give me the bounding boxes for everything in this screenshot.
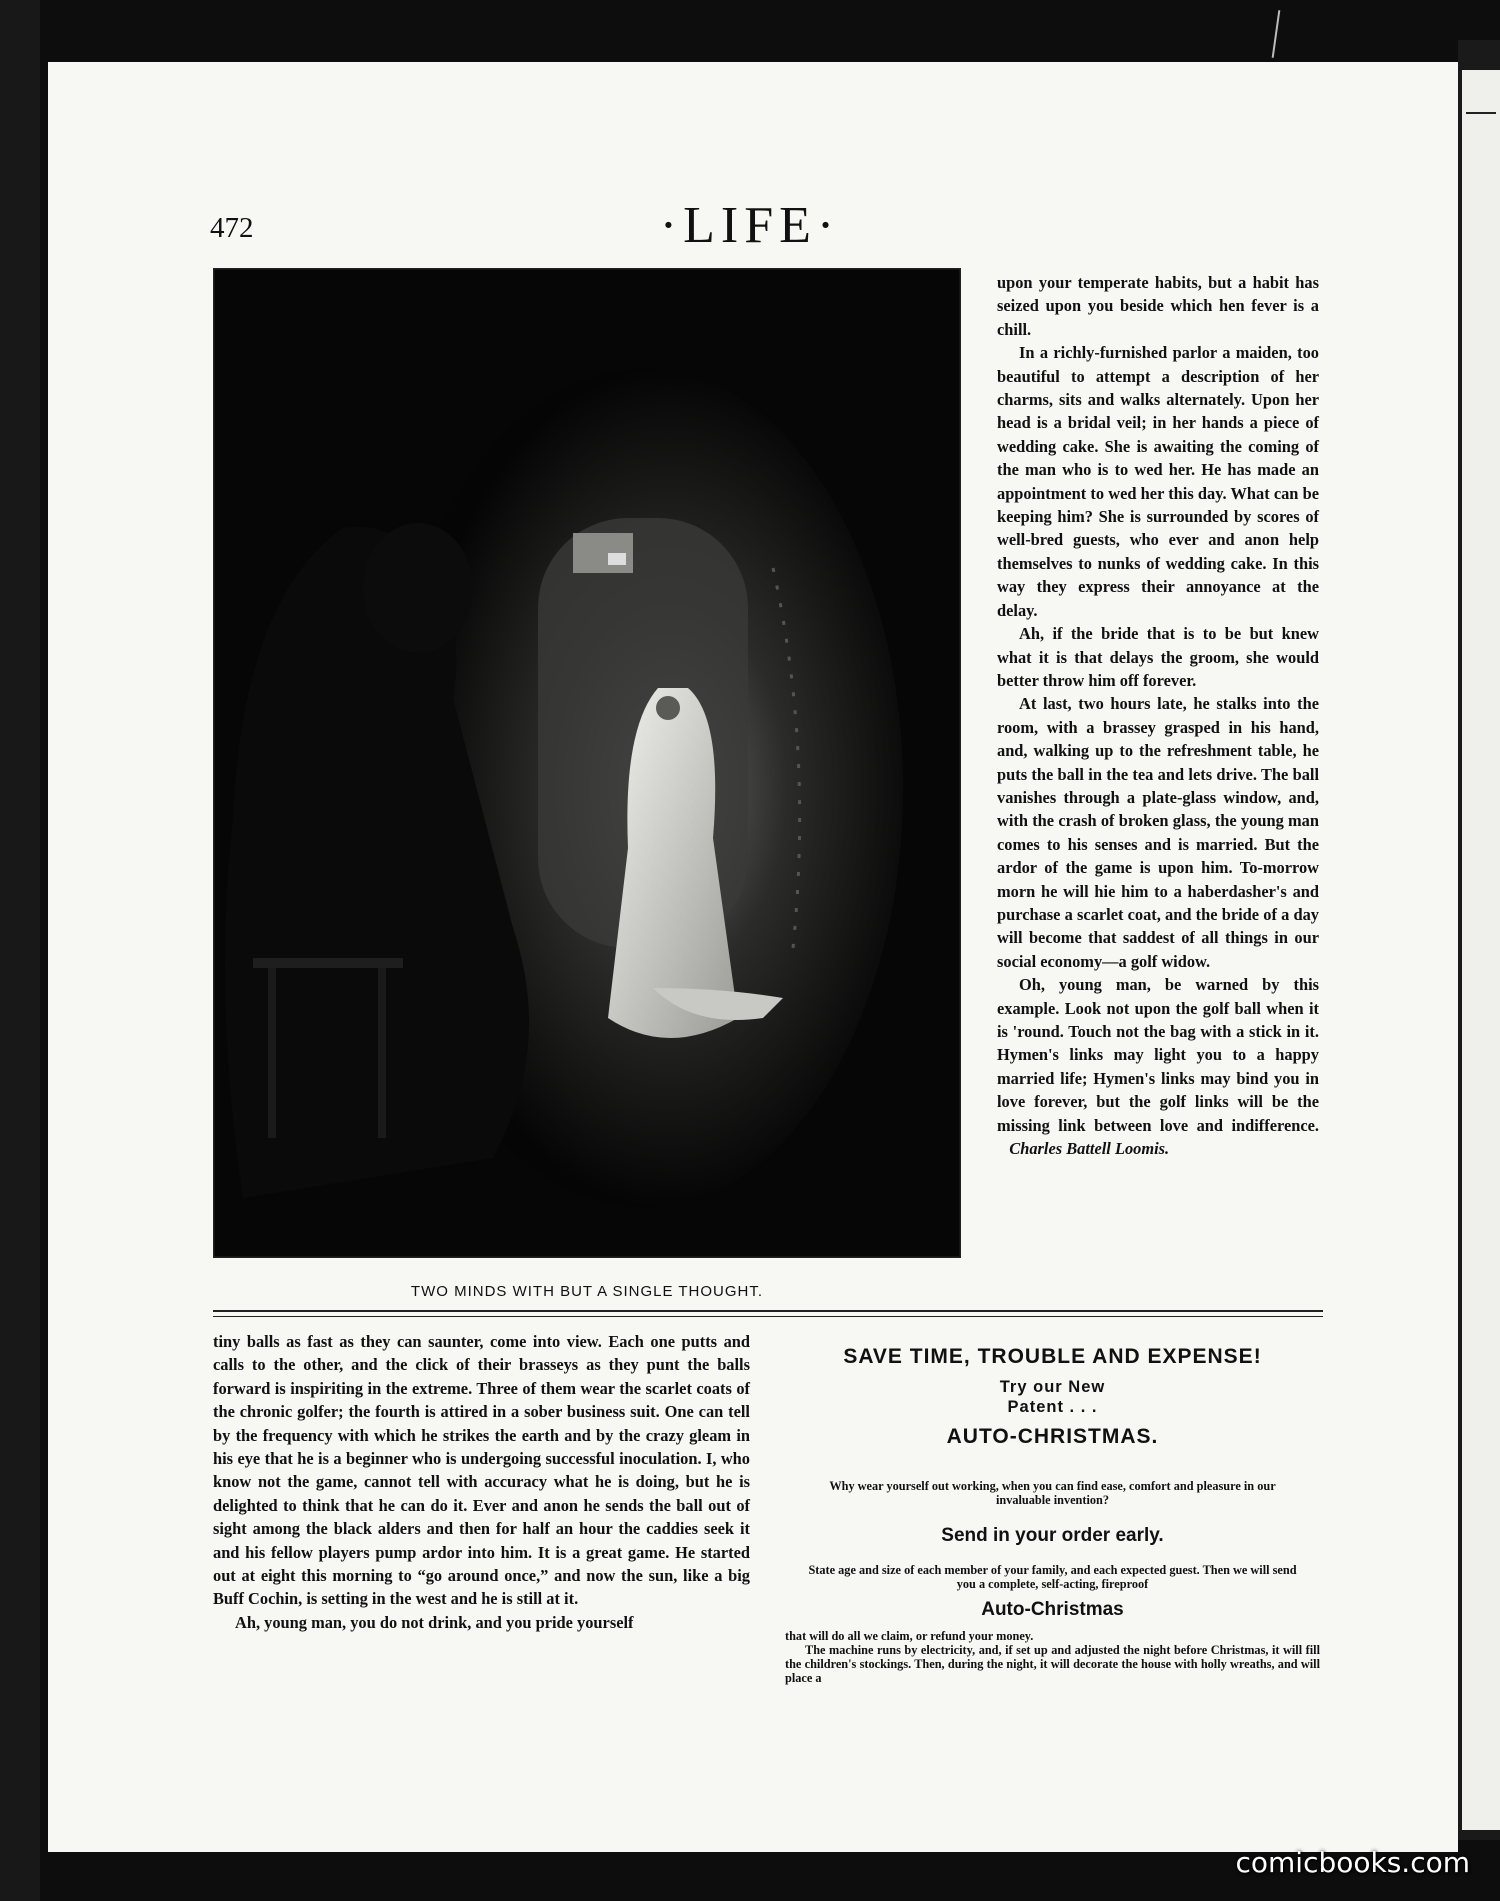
- masthead-title: ·LIFE·: [659, 197, 841, 254]
- article-paragraph: [997, 973, 1319, 1160]
- article-bottom-column: [213, 1330, 750, 1634]
- article-paragraph: tiny balls as fast as they can saunter, come into view. Each one putts and calls to the other, and the click of their brasseys as they punt the balls forward is inspiriting in the extreme. Three of them wear the scarlet coats of the chronic golfer; the fourth is attired in a sober business suit. One can tell by the frequency with which he strikes the earth and by the crazy gleam in his eye that he is a beginner who is undergoing successful inoculation. I, who know not the game, cannot tell with accuracy what he is doing, but he is delighted to think that he can do it. Ever and anon he sends the ball out of sight among the black alders and then for half an hour the caddies seek it and his fellow players pump ardor into him. It is a great game. He started out at eight this morning to “go around once,” and now the sun, like a big Buff Cochin, is setting in the west and he is still at it.: [213, 1332, 750, 1609]
- article-paragraph: Ah, if the bride that is to be but knew what it is that delays the groom, she would better throw him off forever.: [997, 624, 1319, 690]
- ad-headline: SAVE TIME, TROUBLE AND EXPENSE!: [843, 1345, 1262, 1368]
- section-divider: [213, 1310, 1323, 1312]
- ad-subhead-line: Try our New: [999, 1378, 1106, 1396]
- article-right-column: [997, 271, 1319, 1160]
- ad-instructions: State age and size of each member of your family, and each expected guest. Then we will send you a complete, self-acting, fireproof: [808, 1563, 1297, 1591]
- ad-subhead-line: Patent . . .: [1007, 1398, 1098, 1416]
- ad-product-name: AUTO-CHRISTMAS.: [946, 1425, 1159, 1448]
- article-paragraph: At last, two hours late, he stalks into the room, with a brassey grasped in his hand, and, walking up to the refreshment table, he puts the ball in the tea and lets drive. The ball vanishes through a plate-glass window, and, with the crash of broken glass, the young man comes to his senses and is married. But the ardor of the game is upon him. To-morrow morn he will hie him to a haberdasher's and purchase a scarlet coat, and the bride of a day will become that saddest of all things in our social economy—a golf widow.: [997, 694, 1319, 971]
- watermark: comicbooks.com: [1235, 1846, 1470, 1879]
- next-page-rule: [1466, 112, 1496, 114]
- scan-edge: [0, 0, 40, 1901]
- illustration-caption: TWO MINDS WITH BUT A SINGLE THOUGHT.: [410, 1283, 764, 1300]
- ad-guarantee: that will do all we claim, or refund your money.: [785, 1629, 1034, 1643]
- article-paragraph: Ah, young man, you do not drink, and you pride yourself: [235, 1612, 634, 1632]
- scan-mark: [1272, 10, 1281, 58]
- page-number: 472: [210, 212, 254, 244]
- advertisement: [785, 1345, 1320, 1685]
- article-closing-text: Oh, young man, be warned by this example. Look not upon the golf ball when it is 'round. Touch not the bag with a stick in it. Hymen's links may light you to a happy married life; Hymen's links may bind you in love forever, but the golf links will be the missing link between love and indifference.: [997, 975, 1319, 1135]
- author-signature: Charles Battell Loomis.: [1009, 1139, 1170, 1159]
- ad-question: Why wear yourself out working, when you can find ease, comfort and pleasure in our invaluable invention?: [829, 1479, 1276, 1507]
- illustration-photo: [213, 268, 961, 1258]
- ad-details: The machine runs by electricity, and, if set up and adjusted the night before Christmas, it will fill the children's stockings. Then, during the night, it will decorate the house with holly wreaths, and will place a: [785, 1643, 1320, 1685]
- illustration-graphic: [213, 268, 961, 1258]
- article-paragraph: upon your temperate habits, but a habit has seized upon you beside which hen fever is a chill.: [997, 273, 1319, 339]
- article-paragraph: In a richly-furnished parlor a maiden, too beautiful to attempt a description of her charms, sits and walks alternately. Upon her head is a bridal veil; in her hands a piece of wedding cake. She is awaiting the coming of the man who is to wed her. He has made an appointment to wed her this day. What can be keeping him? She is surrounded by scores of well-bred guests, who ever and anon help themselves to nunks of wedding cake. In this way they express their annoyance at the delay.: [997, 343, 1319, 620]
- ad-call-to-action: Send in your order early.: [941, 1525, 1164, 1546]
- section-divider-thin: [213, 1316, 1323, 1317]
- ad-subhead: [785, 1377, 1320, 1417]
- next-page-edge: [1462, 70, 1500, 1830]
- ad-product-name-repeat: Auto-Christmas: [981, 1599, 1124, 1620]
